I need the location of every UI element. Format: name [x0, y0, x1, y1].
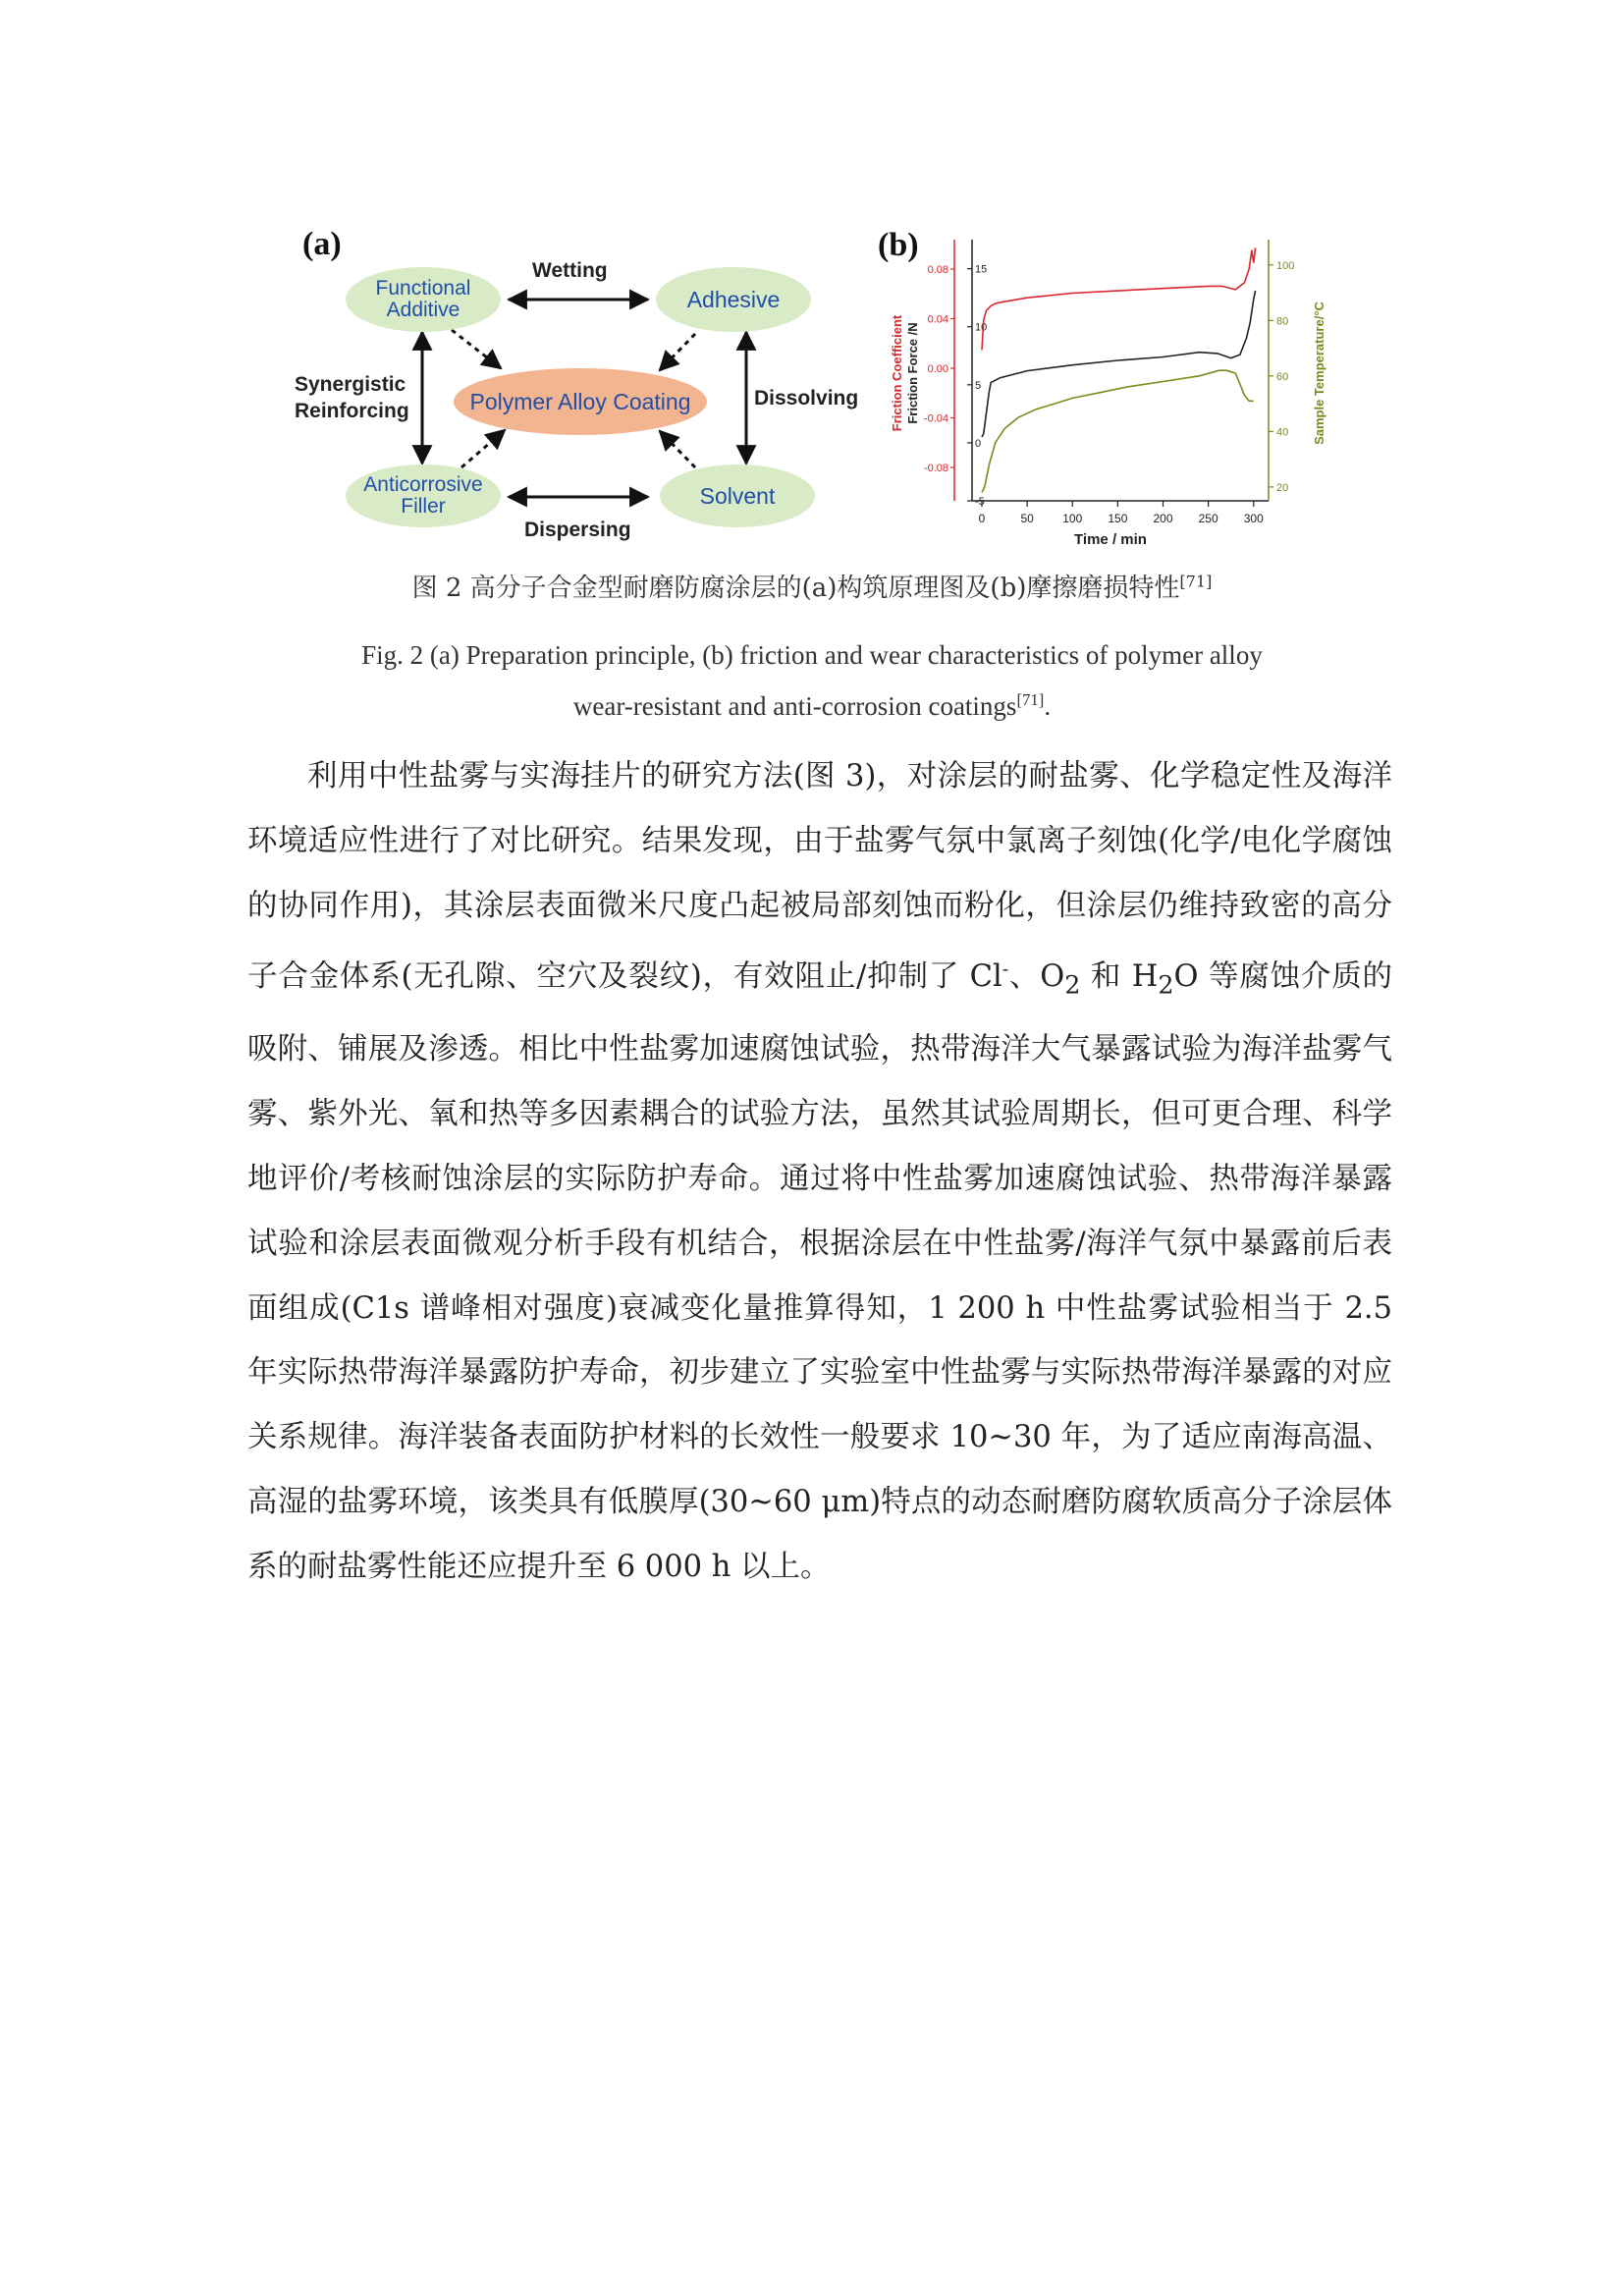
x-tick-label: 200	[1153, 512, 1173, 525]
x-tick-label: 250	[1198, 512, 1218, 525]
body-text-1: 利用中性盐雾与实海挂片的研究方法(图 3)，对涂层的耐盐雾、化学稳定性及海洋环境适应性进行了对比研究。结果发现，由于盐雾气氛中氯离子刻蚀(化学/电化学腐蚀的协同作用)，其涂层表面微米尺度凸起被局部刻蚀而粉化，但涂层仍维持致密的高分子合金体系(无孔隙、空穴及裂纹)，有效阻止/抑制了 Cl	[247, 759, 1392, 995]
body-text-3: 和 H	[1080, 959, 1159, 995]
force-tick-label: 0	[975, 437, 982, 450]
chloride-superscript: -	[1001, 958, 1009, 981]
body-text-4: O 等腐蚀介质的吸附、铺展及渗透。相比中性盐雾加速腐蚀试验，热带海洋大气暴露试验为海洋盐雾气雾、紫外光、氧和热等多因素耦合的试验方法，虽然其试验周期长，但可更合理、科学地评价/考核耐蚀涂层的实际防护寿命。通过将中性盐雾加速腐蚀试验、热带海洋暴露试验和涂层表面微观分析手段有机结合，根据涂层在中性盐雾/海洋气氛中暴露前后表面组成(C1s 谱峰相对强度)衰减变化量推算得知，1 200 h 中性盐雾试验相当于 2.5 年实际热带海洋暴露防护寿命，初步建立了实验室中性盐雾与实际热带海洋暴露的对应关系规律。海洋装备表面防护材料的长效性一般要求 10~30 年，为了适应南海高温、高湿的盐雾环境，该类具有低膜厚(30~60 μm)特点的动态耐磨防腐软质高分子涂层体系的耐盐雾性能还应提升至 6 000 h 以上。	[247, 959, 1392, 1584]
caption-en-line2	[285, 678, 1339, 729]
figure-caption-zh	[295, 568, 1329, 604]
friction-chart-svg	[874, 226, 1345, 560]
temp-tick-label: 20	[1276, 481, 1289, 494]
x-tick-label: 100	[1062, 512, 1083, 525]
force-tick-label: 15	[975, 263, 988, 276]
node-polymer-alloy-coating: Polymer Alloy Coating	[454, 368, 707, 435]
label-dispersing: Dispersing	[524, 519, 631, 541]
node-adhesive: Adhesive	[656, 267, 811, 332]
figure-a-diagram	[295, 226, 874, 560]
body-text-2: 、O	[1008, 959, 1065, 995]
x-tick-label: 150	[1108, 512, 1128, 525]
dashed-arrow-1	[452, 330, 501, 368]
dashed-arrow-3	[461, 430, 505, 467]
x-tick-label: 0	[978, 512, 986, 525]
figure-caption-en	[285, 632, 1339, 729]
node-functional-additive: Functional Additive	[346, 267, 501, 332]
caption-en-line1: Fig. 2 (a) Preparation principle, (b) friction and wear characteristics of polymer alloy	[361, 640, 1263, 670]
force-tick-label: 10	[975, 321, 988, 334]
caption-zh-text: 图 2 高分子合金型耐磨防腐涂层的(a)构筑原理图及(b)摩擦磨损特性	[411, 574, 1180, 603]
force-axis-title: Friction Force /N	[905, 322, 920, 424]
panel-label-a: (a)	[302, 226, 342, 262]
oxygen-subscript: 2	[1064, 969, 1081, 1000]
coef-tick-label: 0.08	[927, 264, 948, 276]
figure-b-chart	[874, 226, 1345, 560]
temp-tick-label: 40	[1276, 426, 1289, 439]
caption-en-end: .	[1044, 691, 1052, 721]
temp-tick-label: 80	[1276, 315, 1289, 328]
coef-tick-label: 0.04	[927, 313, 948, 326]
coef-tick-label: -0.08	[923, 463, 948, 474]
temp-tick-label: 60	[1276, 370, 1289, 383]
body-paragraph	[247, 744, 1392, 1600]
caption-en-ref: [71]	[1016, 690, 1045, 709]
panel-label-b: (b)	[878, 227, 919, 263]
node-solvent: Solvent	[660, 465, 815, 527]
caption-en-line2-text: wear-resistant and anti-corrosion coatings	[572, 691, 1017, 721]
coef-tick-label: 0.00	[927, 363, 948, 375]
label-synergistic-reinforcing: Synergistic Reinforcing	[295, 373, 409, 423]
series-line-friction-coefficient	[982, 247, 1256, 350]
dashed-arrow-4	[660, 431, 695, 467]
temp-axis-title: Sample Temperature/°C	[1312, 301, 1326, 445]
x-tick-label: 300	[1243, 512, 1264, 525]
label-wetting: Wetting	[532, 259, 608, 282]
caption-zh-ref: [71]	[1179, 572, 1213, 591]
water-subscript: 2	[1158, 969, 1174, 1000]
label-dissolving: Dissolving	[754, 387, 859, 410]
node-anticorrosive-filler: Anticorrosive Filler	[346, 465, 501, 527]
x-axis-title: Time / min	[1074, 531, 1147, 548]
series-line-sample-temperature	[982, 370, 1254, 492]
x-tick-label: 50	[1020, 512, 1034, 525]
coef-axis-title: Friction Coefficient	[890, 314, 904, 432]
temp-tick-label: 100	[1276, 259, 1295, 272]
force-tick-label: -5	[975, 496, 985, 508]
dashed-arrow-2	[660, 334, 695, 370]
coef-tick-label: -0.04	[923, 412, 948, 425]
force-tick-label: 5	[975, 379, 982, 392]
